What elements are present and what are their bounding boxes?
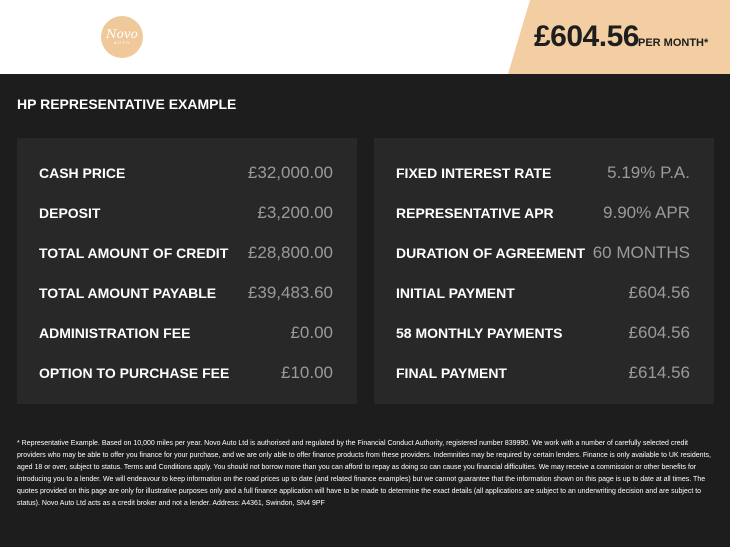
section-heading: HP REPRESENTATIVE EXAMPLE <box>17 96 237 112</box>
row-value: £10.00 <box>281 363 333 382</box>
row-label: INITIAL PAYMENT <box>396 285 515 301</box>
logo-sub: AUTO <box>113 40 131 45</box>
row-deposit <box>39 193 333 233</box>
row-label: OPTION TO PURCHASE FEE <box>39 365 230 381</box>
finance-panel-left <box>17 138 357 404</box>
row-value: £32,000.00 <box>247 163 333 182</box>
row-duration <box>396 233 690 273</box>
row-value: 60 MONTHS <box>592 243 690 262</box>
row-label: REPRESENTATIVE APR <box>396 205 554 221</box>
row-value: 9.90% APR <box>603 203 690 222</box>
row-interest-rate <box>396 153 690 193</box>
row-apr <box>396 193 690 233</box>
row-value: £614.56 <box>628 363 690 382</box>
row-label: ADMINISTRATION FEE <box>39 325 191 341</box>
row-value: £3,200.00 <box>257 203 333 222</box>
row-option-fee <box>39 353 333 393</box>
row-value: £604.56 <box>628 323 690 342</box>
row-value: £604.56 <box>628 283 690 302</box>
row-value: £28,800.00 <box>247 243 333 262</box>
row-final-payment <box>396 353 690 393</box>
row-label: DEPOSIT <box>39 205 101 221</box>
row-label: 58 MONTHLY PAYMENTS <box>396 325 563 341</box>
row-label: CASH PRICE <box>39 165 126 181</box>
row-monthly-payments <box>396 313 690 353</box>
row-initial-payment <box>396 273 690 313</box>
monthly-price: £604.56 <box>534 20 639 53</box>
row-value: £39,483.60 <box>247 283 333 302</box>
logo-name: Novo <box>106 27 138 41</box>
finance-panel-right <box>374 138 714 404</box>
row-label: TOTAL AMOUNT OF CREDIT <box>39 245 229 261</box>
row-label: TOTAL AMOUNT PAYABLE <box>39 285 217 301</box>
brand-logo[interactable] <box>101 16 143 58</box>
row-label: FIXED INTEREST RATE <box>396 165 552 181</box>
row-admin-fee <box>39 313 333 353</box>
row-cash-price <box>39 153 333 193</box>
row-label: FINAL PAYMENT <box>396 365 507 381</box>
row-label: DURATION OF AGREEMENT <box>396 245 585 261</box>
row-total-credit <box>39 233 333 273</box>
row-value: £0.00 <box>290 323 333 342</box>
row-total-payable <box>39 273 333 313</box>
disclaimer-text: * Representative Example. Based on 10,000 miles per year. Novo Auto Ltd is authorised and regulated by the Financial Conduct Authority, registered number 839990. We work with a number of carefully selected credit providers who may be able to offer you finance for your purchase, and we are only able to offer finance products from these providers. Indemnities may be required by certain lenders. Finance is only available to UK residents, aged 18 or over, subject to status. Terms and Conditions apply. You should not borrow more than you can afford to repay as doing so can cause you financial difficulties. We may receive a commission or other benefits for introducing you to a lender. We will endeavour to keep information on the road prices up to date (and related finance examples) but we cannot guarantee that the information shown on this page is up to date at all times. The quotes provided on this page are only for illustrative purposes only and a full finance application will have to be made to determine the exact details (all applications are subject to an underwriting decision and are subject to status). Novo Auto Ltd acts as a credit broker and not a lender. Address: A4361, Swindon, SN4 9PF <box>17 440 711 507</box>
row-value: 5.19% P.A. <box>607 163 690 182</box>
per-month-label: PER MONTH* <box>638 37 709 49</box>
